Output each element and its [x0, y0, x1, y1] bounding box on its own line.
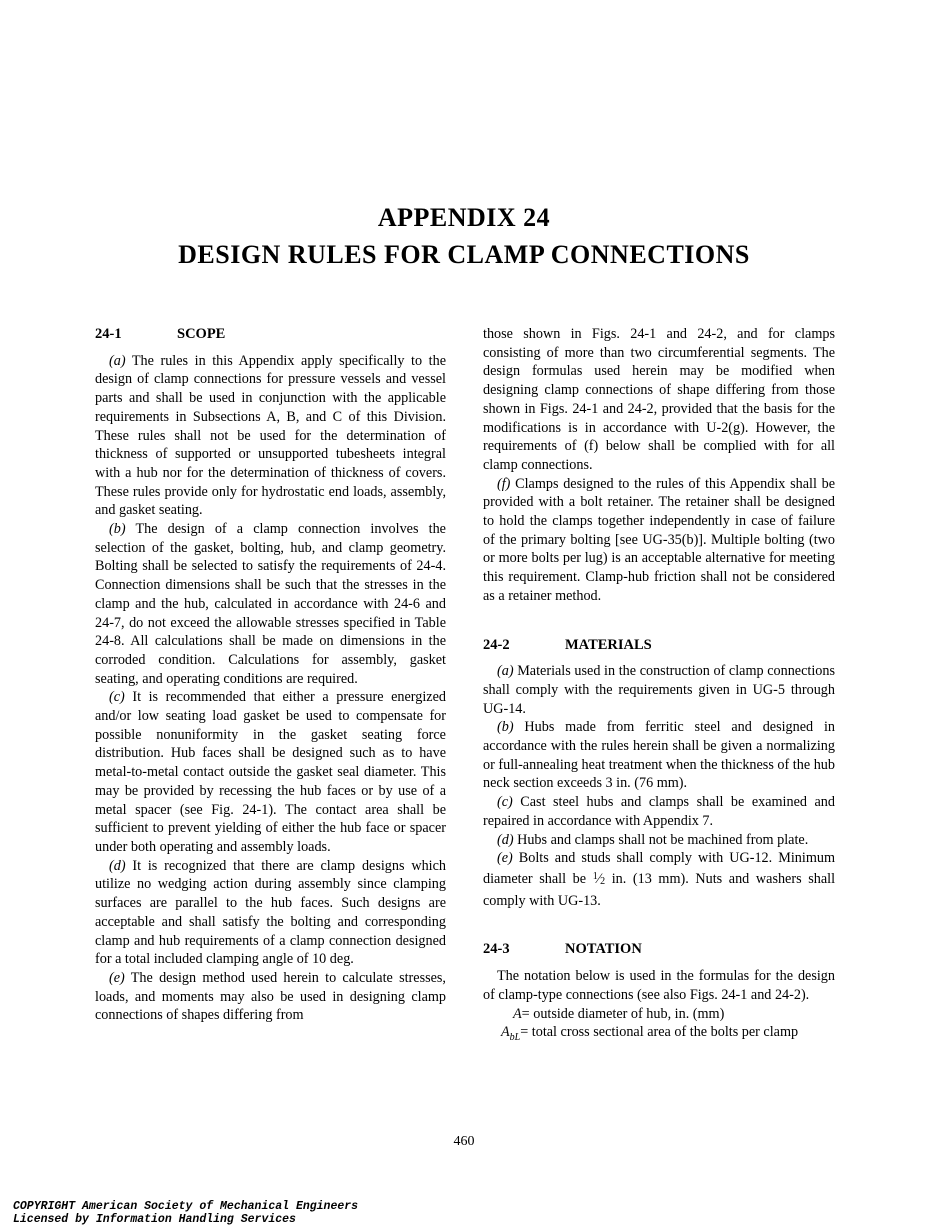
scope-paragraph-e	[95, 969, 446, 1025]
paragraph-text: Cast steel hubs and clamps shall be examined and repaired in accordance with Appendix 7.	[483, 794, 835, 829]
section-heading-materials	[483, 636, 835, 655]
paragraph-text: The design of a clamp connection involves the selection of the gasket, bolting, hub, and clamp geometry. Bolting shall be selected to satisfy the requirements of 24-4. Connection dimensions shall be such that the stresses in the clamp and the hub, calculated in accordance with 24-6 and 24-7, do not exceed the allowable stresses specified in Table 24-8. All calculations shall be made on dimensions in the corroded condition. Calculations for assembly, gasket seating, and operating conditions are required.	[95, 521, 446, 687]
paragraph-text: It is recognized that there are clamp designs which utilize no wedging action during assembly since clamping surfaces are parallel to the hub faces. Such designs are acceptable and shall satisfy the bolting and corresponding clamp and hub requirements of a clamp connection designed for a total included clamping angle of 10 deg.	[95, 857, 446, 968]
item-label: (e)	[497, 850, 513, 867]
materials-paragraph-d	[483, 831, 835, 850]
paragraph-text: Materials used in the construction of clamp connections shall comply with the requirements given in UG-5 through UG-14.	[483, 663, 835, 717]
scope-paragraph-a	[95, 352, 446, 520]
materials-paragraph-c	[483, 793, 835, 830]
notation-subscript: bL	[509, 1032, 521, 1044]
item-label: (a)	[497, 663, 514, 680]
item-label: (d)	[497, 831, 514, 848]
materials-paragraph-e	[483, 849, 835, 910]
paragraph-text: The design method used herein to calculate stresses, loads, and moments may also be used in designing clamp connections of shapes differing from	[95, 969, 446, 1024]
appendix-subtitle: DESIGN RULES FOR CLAMP CONNECTIONS	[178, 240, 750, 269]
paragraph-text: Clamps designed to the rules of this Appendix shall be provided with a bolt retainer. The retainer shall be designed to hold the clamps together independently in case of failure of the primary bolting [see UG-35(b)]. Multiple bolting (two or more bolts per lug) is an acceptable alternative for meeting this requirement. Clamp-hub friction shall not be considered as a retainer method.	[483, 475, 835, 604]
section-title: MATERIALS	[565, 636, 652, 653]
definition-text: = outside diameter of hub, in. (mm)	[521, 1005, 725, 1022]
scope-paragraph-d	[95, 857, 446, 969]
definition-text: = total cross sectional area of the bolts per clamp	[520, 1024, 799, 1041]
materials-paragraph-b	[483, 718, 835, 793]
appendix-title: APPENDIX 24	[377, 203, 551, 232]
item-label: (b)	[497, 719, 514, 736]
notation-symbol: A	[501, 1024, 510, 1041]
page-number: 460	[453, 1134, 475, 1149]
item-label: (c)	[109, 689, 125, 706]
paragraph-text: in. (13 mm). Nuts and washers shall comply with UG-13.	[483, 870, 836, 909]
item-label: (e)	[109, 969, 125, 986]
scope-paragraph-b	[95, 520, 446, 688]
paragraph-text: Hubs and clamps shall not be machined from plate.	[517, 831, 809, 848]
notation-definition	[483, 1005, 835, 1024]
paragraph-text: The rules in this Appendix apply specifically to the design of clamp connections for pressure vessels and vessel parts and shall be used in conjunction with the applicable requirements in Subsections A, B, and C of this Division. These rules shall not be used for the determination of thickness of supported or unsupported tubesheets integral with a hub nor for the determination of thickness of covers. These rules provide only for hydrostatic end loads, assembly, and gasket seating.	[95, 352, 446, 519]
materials-paragraph-a	[483, 662, 835, 718]
notation-definition	[483, 1023, 835, 1048]
item-label: (b)	[109, 521, 126, 538]
left-column	[95, 325, 446, 1025]
item-label: (c)	[497, 794, 513, 811]
section-heading-scope	[95, 325, 446, 344]
paragraph-text: Hubs made from ferritic steel and designed in accordance with the rules herein shall be given a normalizing or full-annealing heat treatment when the thickness of the hub neck section exceeds 3 in. (76 mm).	[483, 719, 836, 792]
scope-paragraph-c	[95, 688, 446, 856]
item-label: (a)	[109, 352, 126, 369]
scope-paragraph-e-continued: those shown in Figs. 24-1 and 24-2, and for clamps consisting of more than two circumferential segments. The design formulas used herein may be modified when designing clamp connections of shape differing from those shown in Figs. 24-1 and 24-2, provided that the basis for the modifications is in accordance with U-2(g). However, the requirements of (f) below shall be complied with for all clamp connections.	[483, 326, 835, 473]
scope-paragraph-f	[483, 475, 835, 606]
fraction: $^1⁄_2$	[592, 870, 606, 887]
copyright-notice: COPYRIGHT American Society of Mechanical Engineers	[13, 1200, 359, 1213]
item-label: (f)	[497, 475, 511, 492]
section-number: 24-2	[483, 636, 510, 653]
right-column	[483, 325, 835, 1048]
fraction-numerator: 1	[592, 870, 598, 882]
section-number: 24-3	[483, 941, 510, 958]
paragraph-text: Bolts and studs shall comply with UG-12. Minimum diameter shall be	[483, 850, 835, 887]
section-title: SCOPE	[177, 326, 226, 342]
notation-symbol: A	[513, 1005, 522, 1022]
fraction-denominator: 2	[600, 875, 606, 887]
license-notice: Licensed by Information Handling Services	[13, 1213, 296, 1226]
section-title: NOTATION	[565, 941, 642, 958]
paragraph-text: It is recommended that either a pressure energized and/or low seating load gasket be used to compensate for possible nonuniformity in the gasket seating force distribution. Hub faces shall be designed such as to have metal-to-metal contact outside the gasket seal diameter. This may be provided by recessing the hub faces or by use of a metal spacer (see Fig. 24-1). The contact area shall be sufficient to prevent yielding of either the hub face or spacer under both operating and assembly loads.	[95, 689, 446, 855]
section-number: 24-1	[95, 326, 122, 342]
item-label: (d)	[109, 857, 126, 874]
section-heading-notation	[483, 940, 835, 959]
notation-intro: The notation below is used in the formulas for the design of clamp-type connections (see also Figs. 24-1 and 24-2).	[483, 968, 835, 1003]
